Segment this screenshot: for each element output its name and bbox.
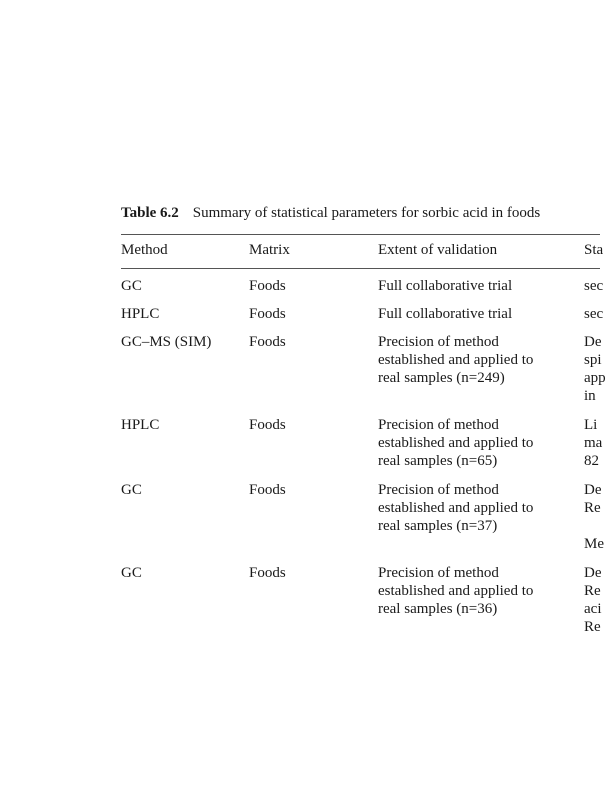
row-method: GC–MS (SIM) — [121, 334, 212, 350]
row-stats: sec — [584, 278, 604, 294]
table-number: Table 6.2 — [121, 205, 179, 221]
row-stats: De Re Me — [584, 482, 604, 552]
row-extent: Precision of method established and applied to real samples (n=65) — [378, 417, 534, 469]
row-stats: Li ma 82 — [584, 417, 603, 469]
row-matrix: Foods — [249, 482, 286, 498]
row-matrix: Foods — [249, 306, 286, 322]
row-stats: sec — [584, 306, 604, 322]
header-stats: Sta — [584, 242, 604, 258]
row-method: GC — [121, 565, 142, 581]
table-header-rule — [121, 268, 600, 269]
row-method: GC — [121, 482, 142, 498]
row-matrix: Foods — [249, 417, 286, 433]
table-title: Summary of statistical parameters for sorbic acid in foods — [192, 205, 541, 221]
row-method: HPLC — [121, 306, 160, 322]
row-stats: De Re aci Re — [584, 565, 602, 635]
header-method: Method — [121, 242, 168, 258]
table-caption — [121, 205, 540, 222]
row-matrix: Foods — [249, 334, 286, 350]
row-extent: Full collaborative trial — [378, 306, 513, 322]
row-extent: Precision of method established and applied to real samples (n=36) — [378, 565, 534, 617]
row-extent: Precision of method established and applied to real samples (n=249) — [378, 334, 534, 386]
row-matrix: Foods — [249, 278, 286, 294]
row-stats: De spi app in — [584, 334, 606, 404]
header-extent: Extent of validation — [378, 242, 498, 258]
table-top-rule — [121, 234, 600, 235]
row-method: HPLC — [121, 417, 160, 433]
row-extent: Precision of method established and applied to real samples (n=37) — [378, 482, 534, 534]
header-matrix: Matrix — [249, 242, 290, 258]
row-method: GC — [121, 278, 142, 294]
row-extent: Full collaborative trial — [378, 278, 513, 294]
row-matrix: Foods — [249, 565, 286, 581]
